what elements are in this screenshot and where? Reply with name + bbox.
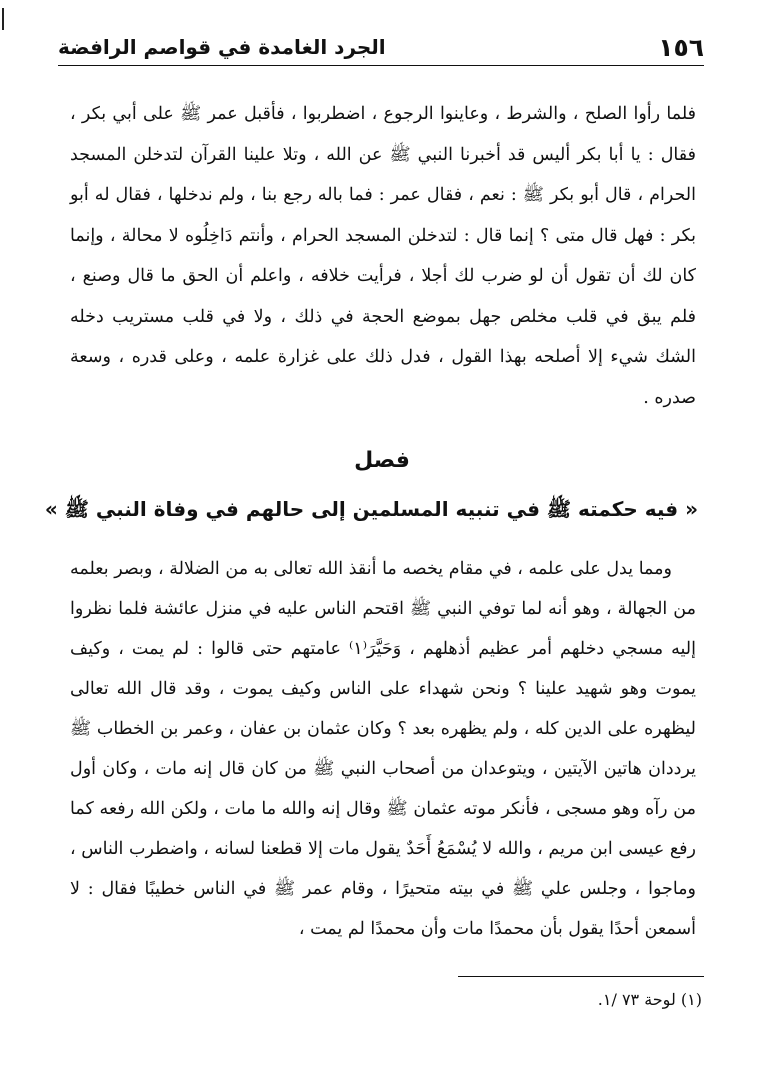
scan-edge-mark bbox=[2, 8, 4, 30]
paragraph-1: فلما رأوا الصلح ، والشرط ، وعاينوا الرجوع ، اضطربوا ، فأقبل عمر ﷺ على أبي بكر ، فقال : يا أبا بكر أليس قد أخبرنا النبي ﷺ عن الله ، وتلا علينا القرآن لتدخلن المسجد الحرام ، قال أبو بكر ﷺ : نعم ، فقال عمر : فما باله رجع بنا ، ولم ندخلها ، فقال له أبو بكر : فهل قال متى ؟ إنما قال : لتدخلن المسجد الحرام ، وأنتم دَاخِلُوه لا محالة ، وإنما كان لك أن تقول أن لو ضرب لك أجلا ، فرأيت خلافه ، واعلم أن الحق ما قال وصنع ، فلم يبق في قلب مخلص جهل بموضع الحجة في ذلك ، ولا في قلب مستريب دخله الشك شيء إلا أصلحه بهذا القول ، فدل ذلك على غزارة علمه ، وعلى قدره ، وسعة صدره . bbox=[70, 104, 696, 408]
footnote-divider bbox=[458, 976, 704, 977]
running-header bbox=[58, 30, 704, 64]
section-label: فصل bbox=[354, 448, 410, 473]
section-heading: « فيه حكمته ﷺ في تنبيه المسلمين إلى حالهم في وفاة النبي ﷺ » bbox=[44, 497, 698, 521]
page-number: ١٥٦ bbox=[658, 32, 704, 62]
paragraph-2: ومما يدل على علمه ، في مقام يخصه ما أنقذ الله تعالى به من الضلالة ، وبصر بعلمه من الجهالة ، وهو أنه لما توفي النبي ﷺ اقتحم الناس عليه في منزل عائشة فلما نظروا إليه مسجي دخلهم أمر عظيم أذهلهم ، وَحَيَّرَ⁽١⁾ عامتهم حتى قالوا : لم يمت ، وكيف يموت وهو شهيد علينا ؟ ونحن شهداء على الناس وكيف يموت ، وقد قال الله تعالى ليظهره على الدين كله ، ولم يظهره بعد ؟ وكان عثمان بن عفان ، وعمر بن الخطاب ﷺ يرددان هاتين الآيتين ، ويتوعدان من أصحاب النبي ﷺ من كان قال إنه مات ، وكان أول من رآه وهو مسجى ، فأنكر موته عثمان ﷺ وقال إنه والله ما مات ، ولكن الله رفعه كما رفع عيسى ابن مريم ، والله لا يُسْمَعُ أَحَدٌ يقول مات إلا قطعنا لسانه ، واضطرب الناس ، وماجوا ، وجلس علي ﷺ في بيته متحيرًا ، وقام عمر ﷺ في الناس خطيبًا فقال : لا أسمعن أحدًا يقول بأن محمدًا مات وأن محمدًا لم يمت ، bbox=[70, 559, 697, 939]
body-text-bottom bbox=[70, 549, 696, 949]
running-title: الجرد الغامدة في قواصم الرافضة bbox=[58, 35, 386, 59]
body-text-top bbox=[70, 94, 696, 418]
header-divider bbox=[58, 65, 704, 66]
footnote: (١) لوحة ٧٣ /١. bbox=[597, 990, 702, 1009]
